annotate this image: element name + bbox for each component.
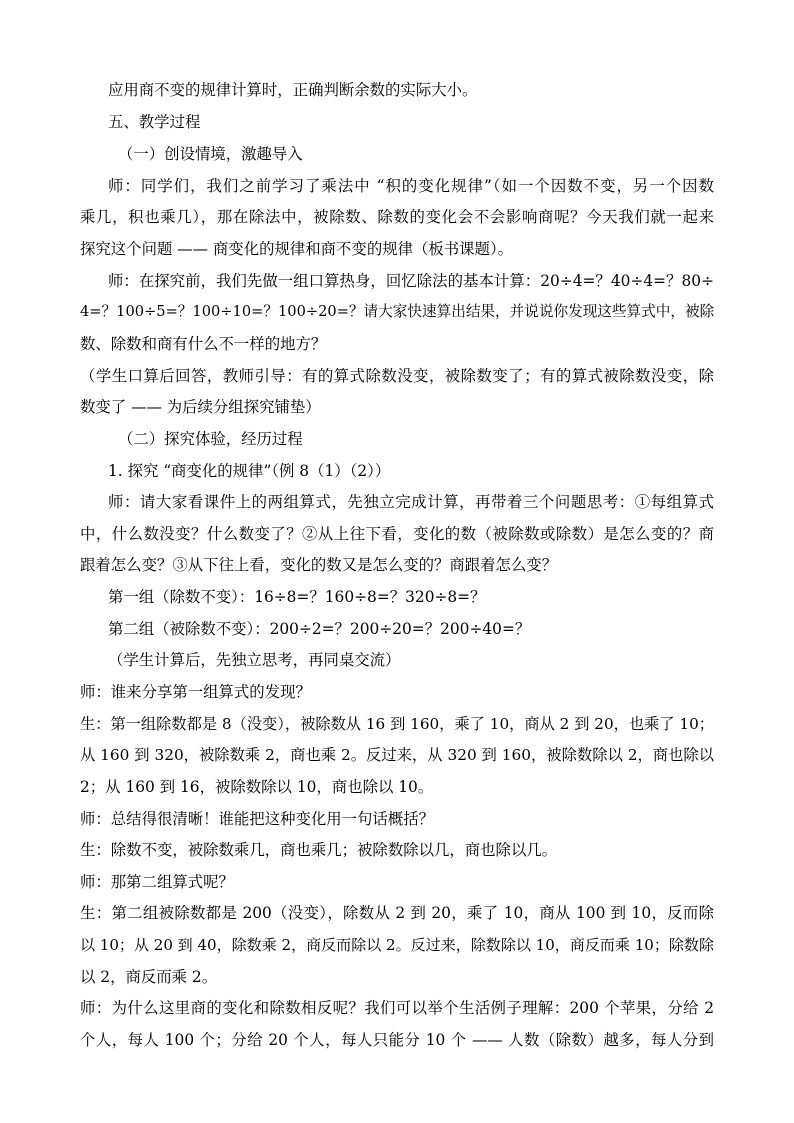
- text-line: 师：请大家看课件上的两组算式，先独立完成计算，再带着三个问题思考：①每组算式: [108, 493, 714, 511]
- text-line: （学生口算后回答，教师引导：有的算式除数没变，被除数变了；有的算式被除数没变，除: [80, 367, 714, 385]
- text-line: 中，什么数没变？什么数变了？②从上往下看，变化的数（被除数或除数）是怎么变的？商: [80, 525, 714, 543]
- text-line: 生：第一组除数都是 8（没变），被除数从 16 到 160，乘了 10，商从 2 到 20，也乘了 10；: [80, 715, 714, 733]
- item-heading: 1. 探究 “商变化的规律”（例 8（1）（2））: [108, 462, 391, 480]
- text-line: 第一组（除数不变）：16÷8=？160÷8=？320÷8=？: [108, 588, 486, 606]
- subsection-heading: （二）探究体验，经历过程: [118, 430, 303, 448]
- text-line: 2；从 160 到 16，被除数除以 10，商也除以 10。: [80, 778, 434, 796]
- text-line: 师：总结得很清晰！谁能把这种变化用一句话概括？: [80, 810, 434, 828]
- text-line: 第二组（被除数不变）：200÷2=？200÷20=？200÷40=？: [108, 620, 531, 638]
- text-line: 师：那第二组算式呢？: [80, 873, 234, 891]
- text-line: 数、除数和商有什么不一样的地方？: [80, 335, 327, 353]
- text-line: 跟着怎么变？③从下往上看，变化的数又是怎么变的？商跟着怎么变？: [80, 556, 558, 574]
- text-line: 以 2，商反而乘 2。: [80, 968, 218, 986]
- text-line: 数变了 —— 为后续分组探究铺垫）: [80, 398, 321, 416]
- text-line: 乘几，积也乘几），那在除法中，被除数、除数的变化会不会影响商呢？今天我们就一起来: [80, 208, 714, 226]
- text-line: 师：谁来分享第一组算式的发现？: [80, 683, 311, 701]
- text-line: 探究这个问题 —— 商变化的规律和商不变的规律（板书课题）。: [80, 240, 514, 258]
- text-line: （学生计算后，先独立思考，再同桌交流）: [108, 651, 401, 669]
- text-line: 4=？100÷5=？100÷10=？100÷20=？请大家快速算出结果，并说说你发现这些算式中，被除: [80, 303, 715, 320]
- subsection-heading: （一）创设情境，激趣导入: [118, 145, 303, 163]
- text-line: 生：第二组被除数都是 200（没变），除数从 2 到 20，乘了 10，商从 100 到 10，反而除: [80, 904, 714, 922]
- text-line: 从 160 到 320，被除数乘 2，商也乘 2。反过来，从 320 到 160，被除数除以 2，商也除以: [80, 746, 715, 764]
- text-line: 应用商不变的规律计算时，正确判断余数的实际大小。: [108, 81, 478, 99]
- text-line: 师：为什么这里商的变化和除数相反呢？我们可以举个生活例子理解：200 个苹果，分给 2: [80, 999, 714, 1017]
- text-line: 以 10；从 20 到 40，除数乘 2，商反而除以 2。反过来，除数除以 10，商反而乘 10；除数除: [80, 936, 714, 954]
- section-heading: 五、教学过程: [108, 113, 201, 131]
- text-line: 个人，每人 100 个；分给 20 个人，每人只能分 10 个 —— 人数（除数）越多，每人分到: [80, 1031, 714, 1049]
- text-line: 师：在探究前，我们先做一组口算热身，回忆除法的基本计算：20÷4=？40÷4=？80÷: [108, 272, 714, 290]
- text-line: 生：除数不变，被除数乘几，商也乘几；被除数除以几，商也除以几。: [80, 841, 558, 859]
- text-line: 师：同学们，我们之前学习了乘法中 “积的变化规律”（如一个因数不变，另一个因数: [108, 177, 714, 195]
